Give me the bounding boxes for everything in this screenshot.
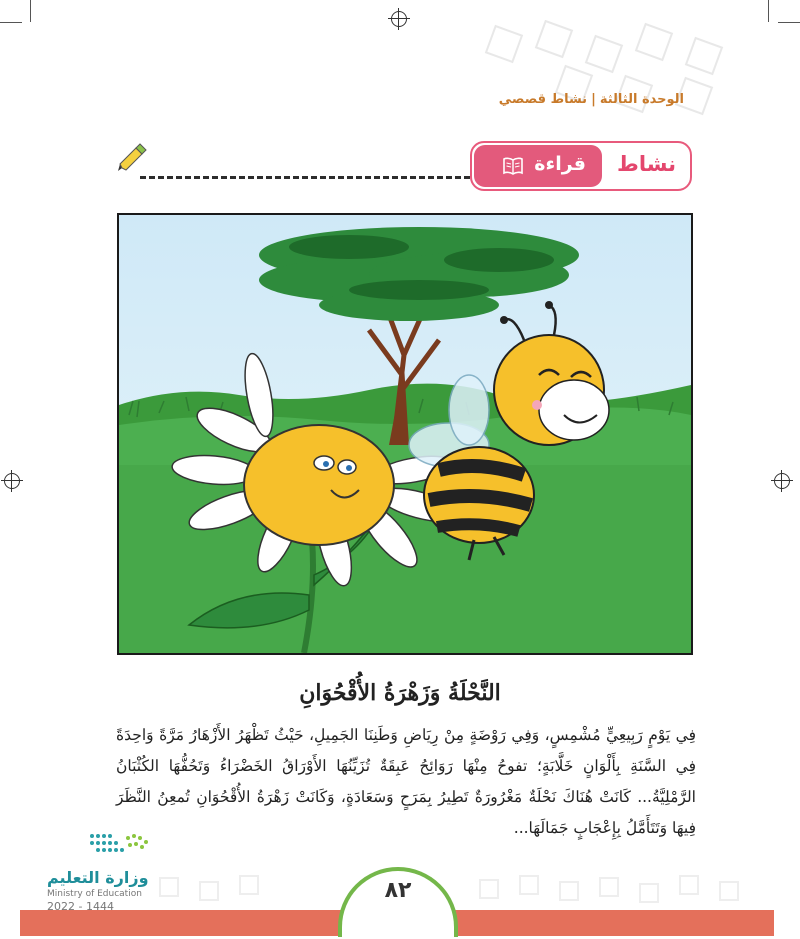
decorative-pattern: [150, 858, 770, 910]
story-title: النَّحْلَةُ وَزَهْرَةُ الأُقْحُوَانِ: [299, 680, 501, 706]
registration-mark-icon: [774, 473, 790, 489]
activity-type-pill: [474, 145, 602, 187]
page-number: ٨٢: [384, 878, 412, 903]
activity-label: نشاط: [617, 152, 676, 176]
activity-type-label: قراءة: [534, 153, 586, 175]
crop-mark: [768, 0, 769, 22]
unit-name: الوحدة الثالثة: [599, 92, 684, 107]
section-name: نشاط قصصي: [498, 92, 588, 107]
registration-mark-icon: [391, 11, 407, 27]
ministry-logo-icon: [88, 830, 152, 860]
crop-mark: [30, 0, 31, 22]
header-separator: |: [591, 92, 596, 107]
activity-tab: [470, 141, 692, 191]
dashed-line: [140, 176, 470, 179]
open-book-icon: [502, 155, 524, 177]
crop-mark: [0, 22, 22, 23]
ministry-name-arabic: وزارة التعليم: [47, 868, 149, 887]
registration-mark-icon: [4, 473, 20, 489]
unit-header: [499, 92, 684, 107]
edition-year: 2022 - 1444: [47, 900, 114, 913]
pencil-icon: [116, 140, 148, 172]
decorative-pattern: [470, 20, 790, 130]
story-illustration: [117, 213, 693, 655]
story-body: فِي يَوْمٍ رَبِيعِيٍّ مُشْمِسٍ، وَفِي رَوْضَةٍ مِنْ رِيَاضِ وَطَنِنَا الجَمِيلِ، حَيْثُ تَظْهَرُ الأَزْهَارُ مَرَّةً وَاحِدَةً فِي السَّنَةِ بِأَلْوَانٍ خَلَّابَةٍ؛ تفوحُ مِنْهَا رَوَائِحُ عَبِقَةٌ تُزَيِّنُهَا الأَوْرَاقُ الخَضْرَاءُ وَتَحُفُّهَا الكُثْبَانُ الرَّمْلِيَّةُ... كَانَتْ هُنَاكَ نَحْلَةٌ مَغْرُورَةٌ تَطِيرُ بِمَرَحٍ وَسَعَادَةٍ، وَكَانَتْ زَهْرَةُ الأُقْحُوَانِ تُمعِنُ النَّظَرَ فِيهَا وَتَتَأَمَّلُ بِإِعْجَابٍ جَمَالَهَا...: [116, 726, 696, 837]
ministry-name-english: Ministry of Education: [47, 889, 142, 899]
